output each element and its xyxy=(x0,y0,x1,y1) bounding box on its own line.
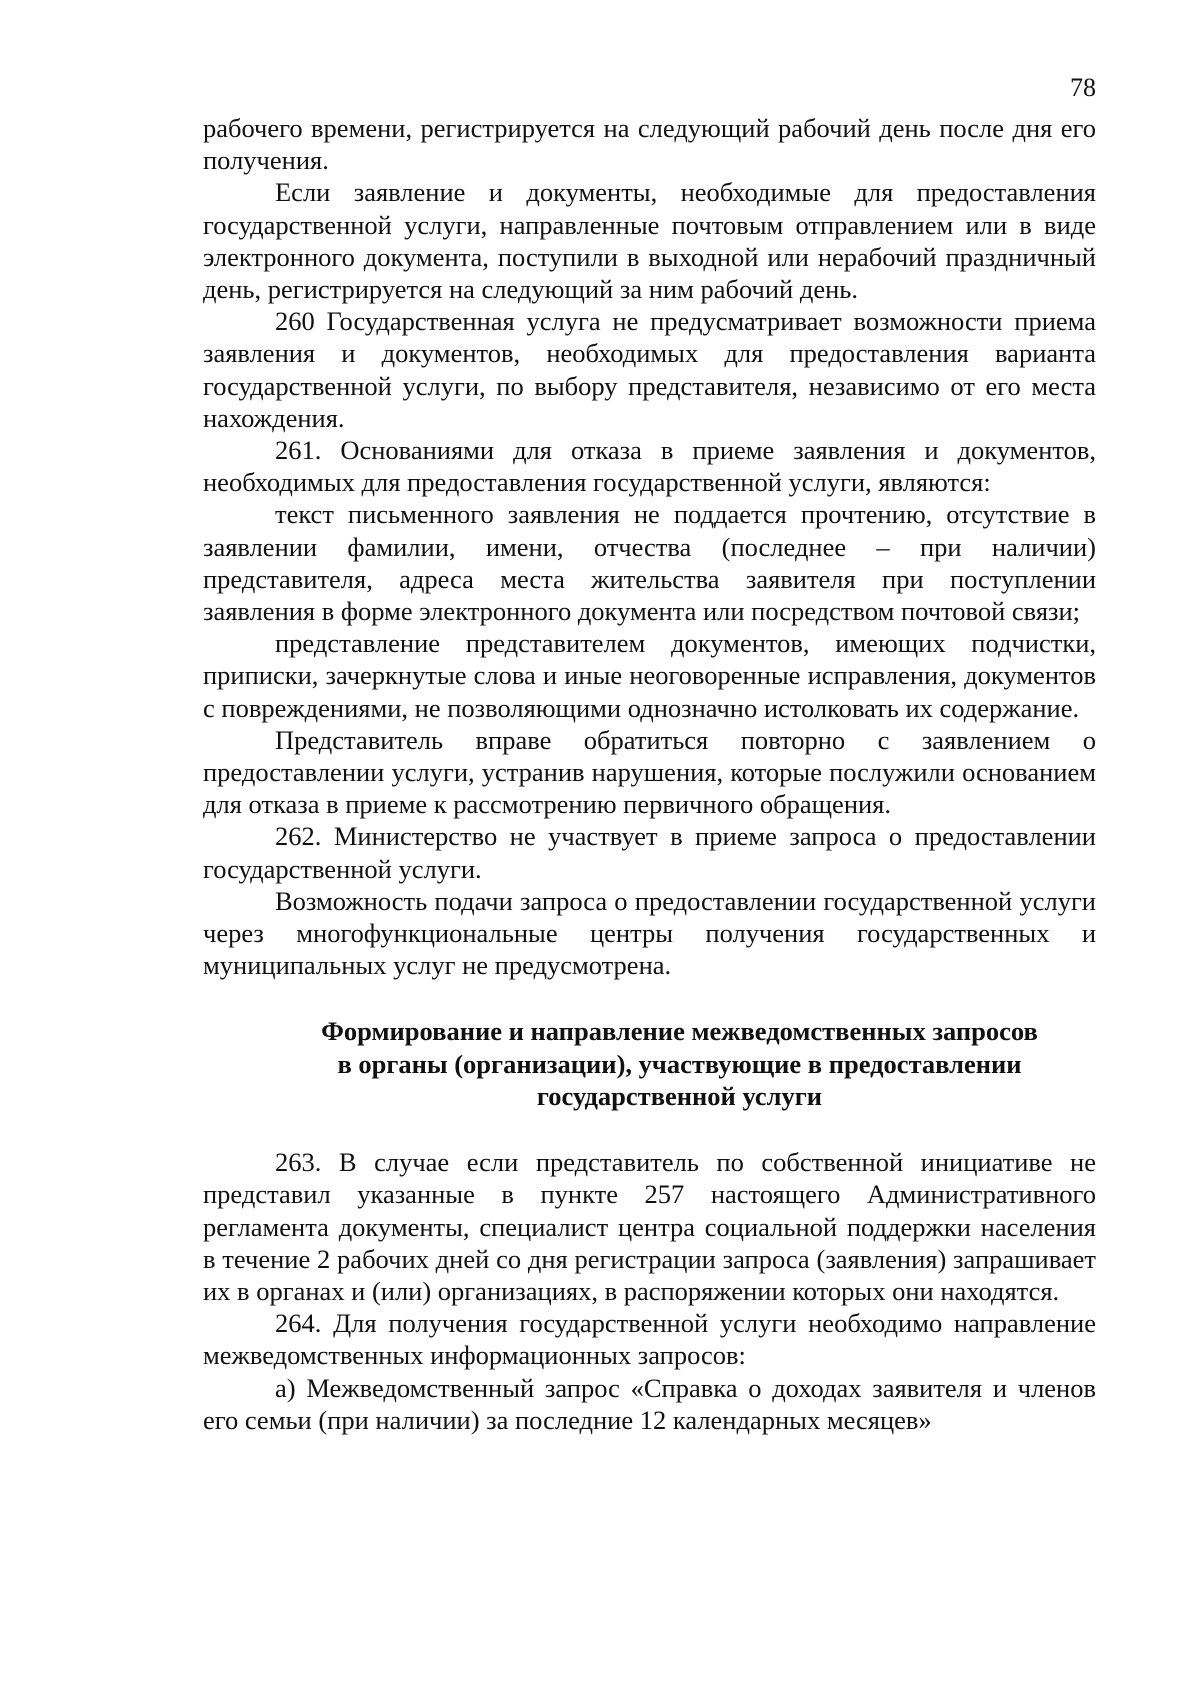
paragraph: текст письменного заявления не поддается прочтению, отсутствие в заявлении фамилии, имени, отчества (последнее – при наличии) представителя, адреса места жительства заявителя при поступлении заявления в форме электронного документа или посредством почтовой связи; xyxy=(203,499,1096,627)
section-heading-line-1: Формирование и направление межведомственных запросов xyxy=(321,1016,1038,1047)
paragraph: Представитель вправе обратиться повторно с заявлением о предоставлении услуги, устранив нарушения, которые послужили основанием для отказа в приеме к рассмотрению первичного обращения. xyxy=(203,724,1096,820)
paragraph: Если заявление и документы, необходимые для предоставления государственной услуги, направленные почтовым отправлением или в виде электронного документа, поступили в выходной или нерабочий праздничный день, регистрируется на следующий за ним рабочий день. xyxy=(203,177,1096,305)
page-number: 78 xyxy=(1070,73,1096,102)
paragraph: 261. Основаниями для отказа в приеме заявления и документов, необходимых для предоставления государственной услуги, являются: xyxy=(203,435,1096,498)
section-heading-line-3: государственной услуги xyxy=(536,1080,823,1111)
paragraphs-after-heading xyxy=(203,1146,1096,1436)
paragraph: представление представителем документов, имеющих подчистки, приписки, зачеркнутые слова и иные неоговоренные исправления, документов с повреждениями, не позволяющими однозначно истолковать их содержание. xyxy=(203,628,1096,723)
section-heading-line-2: в органы (организации), участвующие в предоставлении xyxy=(337,1048,1022,1079)
paragraph: 264. Для получения государственной услуги необходимо направление межведомственных информационных запросов: xyxy=(203,1308,1096,1371)
paragraph: Возможность подачи запроса о предоставлении государственной услуги через многофункциональные центры получения государственных и муниципальных услуг не предусмотрена. xyxy=(203,885,1096,981)
paragraph: а) Межведомственный запрос «Справка о доходах заявителя и членов его семьи (при наличии) за последние 12 календарных месяцев» xyxy=(203,1372,1096,1435)
section-heading xyxy=(203,1015,1096,1112)
document-body xyxy=(203,112,1096,1436)
paragraph: 262. Министерство не участвует в приеме запроса о предоставлении государственной услуги. xyxy=(203,821,1096,884)
paragraph: 263. В случае если представитель по собственной инициативе не представил указанные в пункте 257 настоящего Административного регламента документы, специалист центра социальной поддержки населения в течение 2 рабочих дней со дня регистрации запроса (заявления) запрашивает их в органах и (или) организациях, в распоряжении которых они находятся. xyxy=(203,1147,1096,1306)
paragraph: 260 Государственная услуга не предусматривает возможности приема заявления и документов, необходимых для предоставления варианта государственной услуги, по выбору представителя, независимо от его места нахождения. xyxy=(203,306,1096,433)
paragraphs-before-heading xyxy=(203,112,1096,981)
paragraph: рабочего времени, регистрируется на следующий рабочий день после дня его получения. xyxy=(203,113,1096,176)
